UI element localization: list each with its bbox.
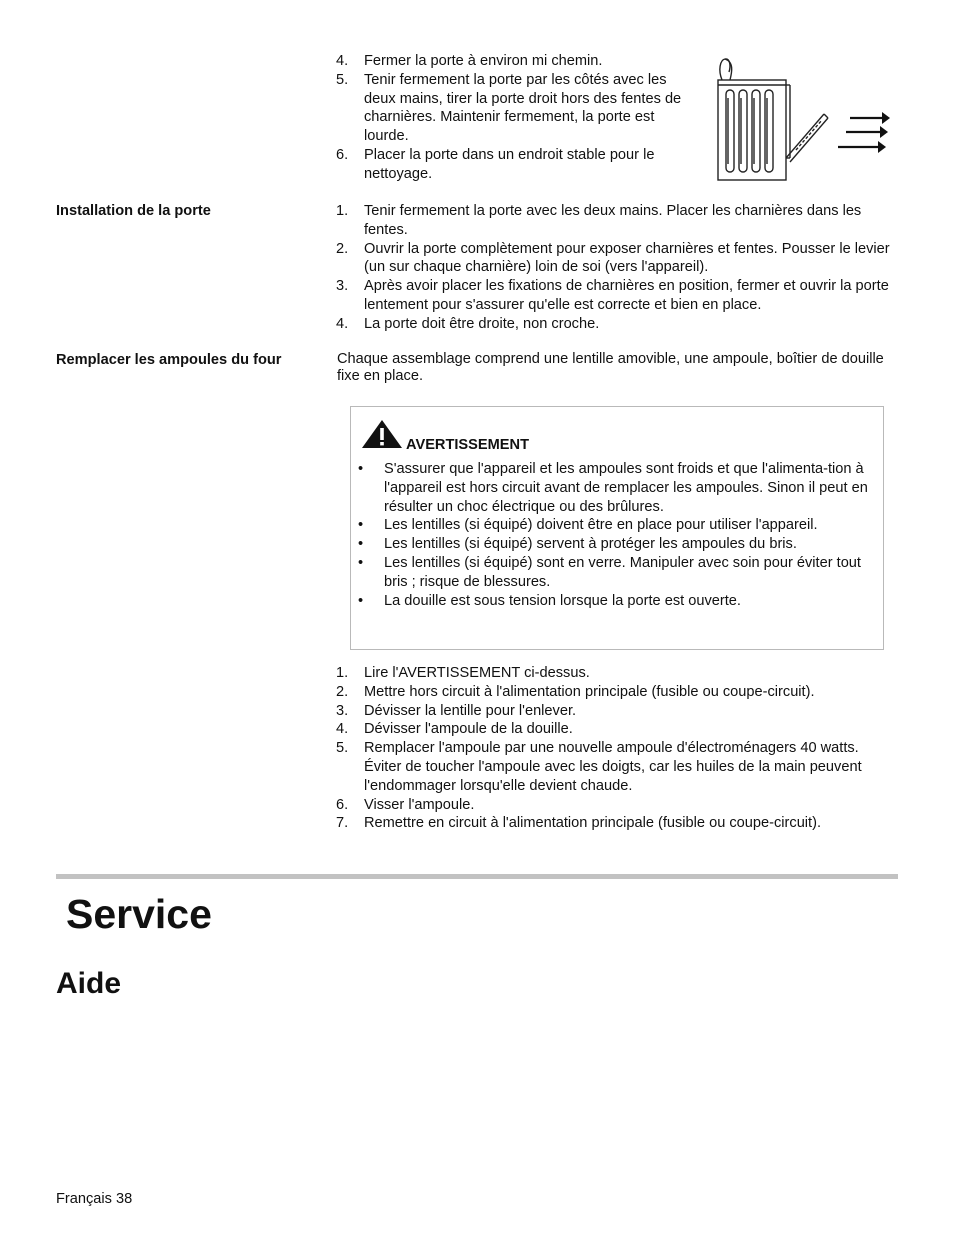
list-item: 5. Remplacer l'ampoule par une nouvelle ampoule d'électroménagers 40 watts. Éviter de toucher l'ampoule avec les doigts, car les huiles de la main peuvent l'endommager lorsqu'elle devient chaude.: [336, 740, 862, 794]
replace-bulbs-intro: Chaque assemblage comprend une lentille amovible, une ampoule, boîtier de douille fixe en place.: [337, 351, 884, 384]
list-item: 2. Ouvrir la porte complètement pour exposer charnières et fentes. Pousser le levier (un sur chaque charnière) loin de soi (vers l'appareil).: [336, 240, 890, 276]
list-item: 7. Remettre en circuit à l'alimentation principale (fusible ou coupe-circuit).: [336, 815, 822, 832]
warning-box: [350, 406, 884, 650]
list-item: 4. La porte doit être droite, non croche.: [336, 315, 600, 332]
list-item: 4. Dévisser l'ampoule de la douille.: [336, 721, 573, 738]
section-divider: [56, 874, 898, 879]
list-item: • Les lentilles (si équipé) doivent être en place pour utiliser l'appareil.: [358, 517, 818, 534]
list-item: 6. Placer la porte dans un endroit stable pour le nettoyage.: [336, 146, 655, 182]
list-item: • Les lentilles (si équipé) servent à protéger les ampoules du bris.: [358, 536, 797, 553]
list-item: 2. Mettre hors circuit à l'alimentation principale (fusible ou coupe-circuit).: [336, 683, 815, 700]
replace-bulbs-steps: [336, 664, 898, 833]
list-item: 1. Tenir fermement la porte avec les deux mains. Placer les charnières dans les fentes.: [336, 203, 862, 238]
subsection-title: Aide: [56, 967, 122, 1000]
list-item: • Les lentilles (si équipé) sont en verre. Manipuler avec soin pour éviter tout bris ; risque de blessures.: [358, 554, 861, 590]
list-item: • La douille est sous tension lorsque la porte est ouverte.: [358, 592, 741, 609]
install-door-steps: [336, 202, 898, 334]
list-item: 5. Tenir fermement la porte par les côtés avec les deux mains, tirer la porte droit hors des fentes de charnières. Maintenir fermement, la porte est lourde.: [336, 71, 682, 145]
install-door-heading: Installation de la porte: [56, 203, 211, 219]
remove-door-steps: [336, 52, 696, 184]
page-footer: Français 38: [56, 1191, 133, 1207]
list-item: 6. Visser l'ampoule.: [336, 796, 475, 813]
list-item: 1. Lire l'AVERTISSEMENT ci-dessus.: [336, 665, 590, 681]
warning-triangle-icon: [361, 419, 403, 449]
replace-bulbs-heading: Remplacer les ampoules du four: [56, 352, 282, 368]
section-title: Service: [66, 891, 212, 937]
list-item: 3. Après avoir placer les fixations de charnières en position, fermer et ouvrir la porte lentement pour s'assurer qu'elle est correcte et bien en place.: [336, 278, 889, 313]
list-item: • S'assurer que l'appareil et les ampoules sont froids et que l'alimenta-tion à l'appareil est hors circuit avant de remplacer les ampoules. Sinon il peut en résulter un choc électrique ou des brûlures.: [358, 461, 868, 515]
oven-door-illustration: [712, 54, 892, 184]
warning-title: AVERTISSEMENT: [406, 437, 529, 453]
list-item: 3. Dévisser la lentille pour l'enlever.: [336, 702, 577, 719]
warning-bullets: [358, 460, 874, 610]
list-item: 4. Fermer la porte à environ mi chemin.: [336, 53, 603, 69]
